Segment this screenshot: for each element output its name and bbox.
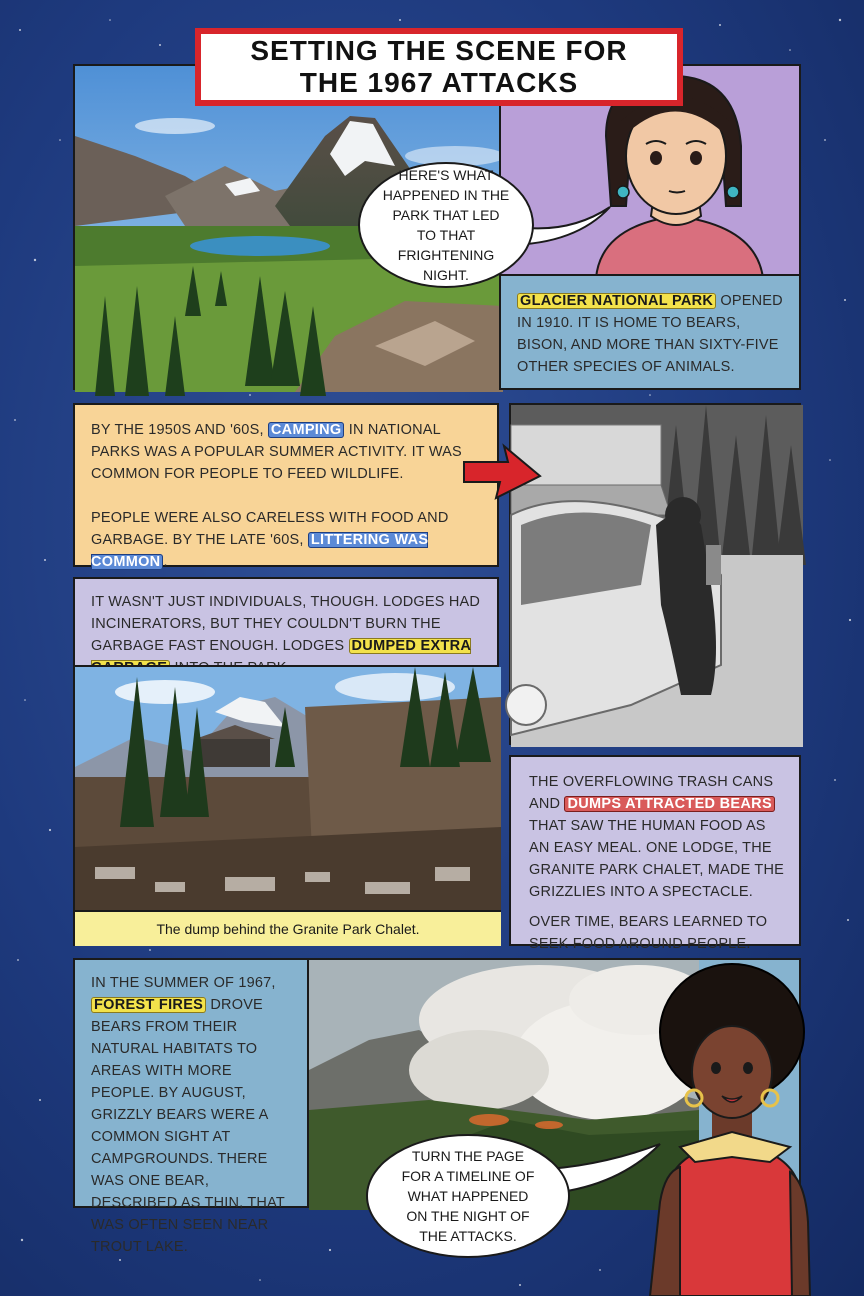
learned-paragraph: OVER TIME, BEARS LEARNED TO SEEK FOOD AROUND PEOPLE.: [529, 914, 768, 952]
littering-paragraph: PEOPLE WERE ALSO CARELESS WITH FOOD AND GARBAGE. BY THE LATE '60S, LITTERING WAS COMMON .: [91, 510, 449, 570]
page-title-line-1: SETTING THE SCENE FOR: [250, 35, 628, 66]
forest-fires-paragraph: IN THE SUMMER OF 1967, FOREST FIRES DROVE BEARS FROM THEIR NATURAL HABITATS TO AREAS WITH MORE PEOPLE. BY AUGUST, GRIZZLY BEARS WERE A COMMON SIGHT AT CAMPGROUNDS. THERE WAS ONE BEAR, DESCRIBED AS THIN, THAT WAS OFTEN SEEN NEAR TROUT LAKE.: [91, 975, 285, 1255]
narrator-speech-bubble-2: TURN THE PAGE FOR A TIMELINE OF WHAT HAPPENED ON THE NIGHT OF THE ATTACKS.: [366, 1134, 570, 1258]
garbage-dump-photo: [73, 665, 499, 946]
narrator-speech-bubble-1: HERE'S WHAT HAPPENED IN THE PARK THAT LED TO THAT FRIGHTENING NIGHT.: [358, 162, 534, 288]
dumped-garbage-highlight: DUMPED EXTRA: [91, 638, 471, 676]
dumps-attracted-bears-highlight: DUMPS ATTRACTED BEARS: [564, 796, 774, 812]
glacier-caption-text: GLACIER NATIONAL PARK OPENED IN 1910. IT IS HOME TO BEARS, BISON, AND MORE THAN SIXTY-FIVE OTHER SPECIES OF ANIMALS.: [517, 293, 783, 375]
glacier-caption-panel: [499, 274, 801, 390]
glacier-national-park-highlight: GLACIER NATIONAL PARK: [517, 293, 716, 309]
camping-paragraph: BY THE 1950S AND '60S, CAMPING IN NATIONAL PARKS WAS A POPULAR SUMMER ACTIVITY. IT WAS COMMON FOR PEOPLE TO FEED WILDLIFE.: [91, 422, 462, 482]
attracted-paragraph: THE OVERFLOWING TRASH CANS AND DUMPS ATTRACTED BEARS THAT SAW THE HUMAN FOOD AS AN EASY MEAL. ONE LODGE, THE GRANITE PARK CHALET, MADE THE GRIZZLIES INTO A SPECTACLE.: [529, 774, 785, 900]
page-title-line-2: THE 1967 ATTACKS: [299, 67, 579, 98]
camping-text-panel: [73, 403, 499, 570]
littering-highlight: LITTERING WAS COMMON: [91, 532, 429, 570]
bears-attracted-panel: [509, 755, 801, 952]
page-title: [195, 28, 683, 106]
lodges-text-panel: [73, 577, 499, 667]
narrator-woman-illustration: [640, 962, 810, 1296]
photo-caption: The dump behind the Granite Park Chalet.: [75, 910, 501, 946]
camping-highlight: CAMPING: [268, 422, 345, 438]
red-pointer-arrow: [462, 440, 544, 502]
forest-fires-highlight: FOREST FIRES: [91, 997, 206, 1013]
lodges-paragraph: IT WASN'T JUST INDIVIDUALS, THOUGH. LODGES HAD INCINERATORS, BUT THEY COULDN'T BURN THE GARBAGE FAST ENOUGH. LODGES DUMPED EXTRA: [91, 591, 481, 679]
bear-at-car-photo: [509, 403, 801, 745]
forest-fires-text-panel: [73, 958, 309, 1255]
